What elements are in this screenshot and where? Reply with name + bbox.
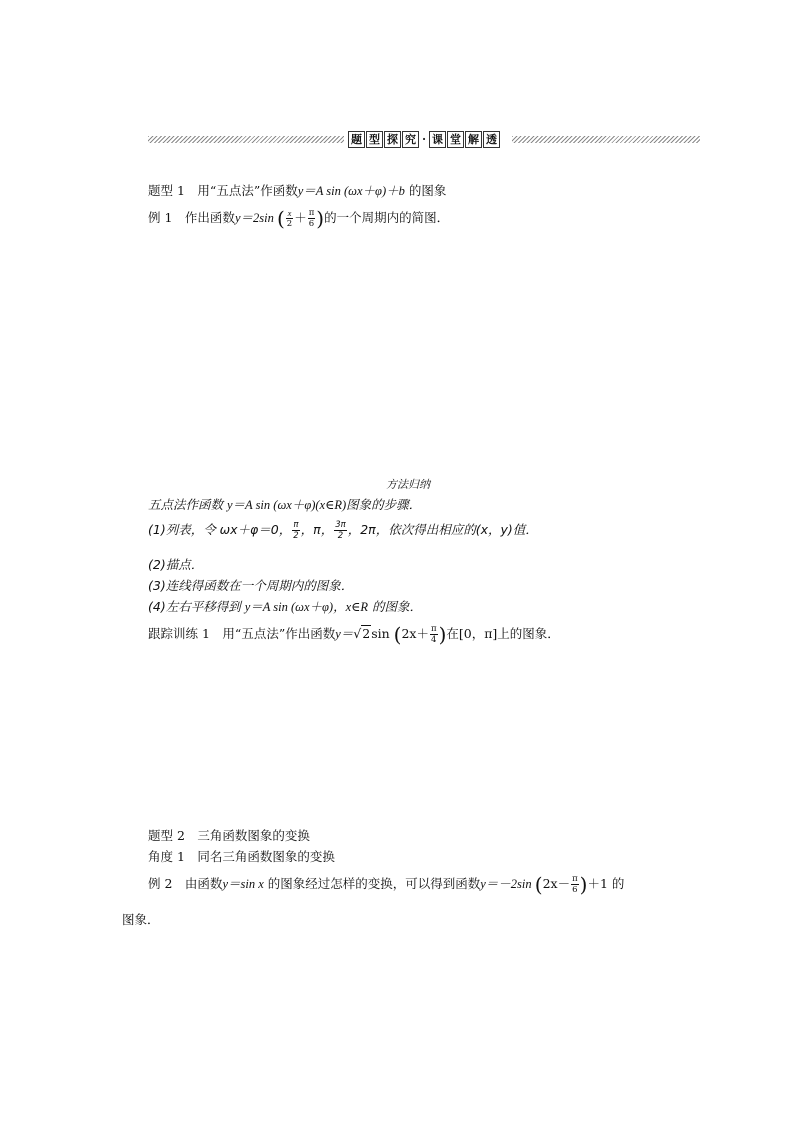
fraction-pi-over-6: $\frac{\pi}{6}$ bbox=[308, 208, 315, 229]
method-title: 方法归纳 bbox=[386, 478, 430, 491]
method-step3: (3)连线得函数在一个周期内的图象． bbox=[148, 578, 354, 593]
banner-char: 课 bbox=[429, 131, 446, 148]
banner-char: 题 bbox=[348, 131, 365, 148]
banner-char: 究 bbox=[402, 131, 419, 148]
sqrt-sign: √ bbox=[353, 626, 362, 641]
fraction-pi-over-4: $\frac{\pi}{4}$ bbox=[430, 624, 437, 645]
example2-line2: 图象． bbox=[122, 912, 160, 927]
type1-title: 题型 1 用“五点法”作函数y＝A sin (ωx＋φ)＋b 的图象 bbox=[148, 183, 447, 198]
method-step2: (2)描点． bbox=[148, 557, 204, 572]
fraction-3pi-over-2: $\frac{3\pi}{2}$ bbox=[335, 520, 346, 541]
fraction-x-over-2: $\frac{x}{2}$ bbox=[286, 208, 293, 229]
type2-title: 题型 2 三角函数图象的变换 bbox=[148, 828, 310, 843]
method-step4: (4)左右平移得到 y＝A sin (ωx＋φ)，x∈R 的图象． bbox=[148, 599, 423, 614]
fraction-pi-over-2: $\frac{\pi}{2}$ bbox=[293, 520, 299, 541]
fraction-pi-over-6: $\frac{\pi}{6}$ bbox=[572, 874, 578, 895]
banner-char: 型 bbox=[366, 131, 383, 148]
banner-separator: · bbox=[422, 132, 426, 146]
banner-char: 探 bbox=[384, 131, 401, 148]
practice1: 跟踪训练 1 用“五点法”作出函数y＝√2sin (2x＋ $\frac{\pi}{4}$ )在[0，π]上的图象． bbox=[148, 622, 560, 647]
method-line1: 五点法作函数 y＝A sin (ωx＋φ)(x∈R)图象的步骤． bbox=[148, 497, 422, 512]
banner-char: 解 bbox=[465, 131, 482, 148]
angle1-title: 角度 1 同名三角函数图象的变换 bbox=[148, 849, 335, 864]
section-banner bbox=[348, 131, 500, 147]
banner-char: 堂 bbox=[447, 131, 464, 148]
example1: 例 1 作出函数y＝2sin ( $\frac{x}{2}$ ＋ $\frac{\pi}{6}$ )的一个周期内的简图． bbox=[148, 206, 450, 231]
banner-char: 透 bbox=[483, 131, 500, 148]
example2: 例 2 由函数y＝sin x 的图象经过怎样的变换，可以得到函数y＝－2sin (2x－ $\frac{\pi}{6}$ )＋1 的 bbox=[148, 872, 625, 897]
banner-hatch-right bbox=[512, 136, 700, 143]
method-step1: (1)列表，令 ωx＋φ＝0， $\frac{\pi}{2}$ ，π， $\frac{3\pi}{2}$ ，2π，依次得出相应的(x，y)值． bbox=[148, 520, 538, 541]
banner-hatch-left bbox=[148, 136, 344, 143]
